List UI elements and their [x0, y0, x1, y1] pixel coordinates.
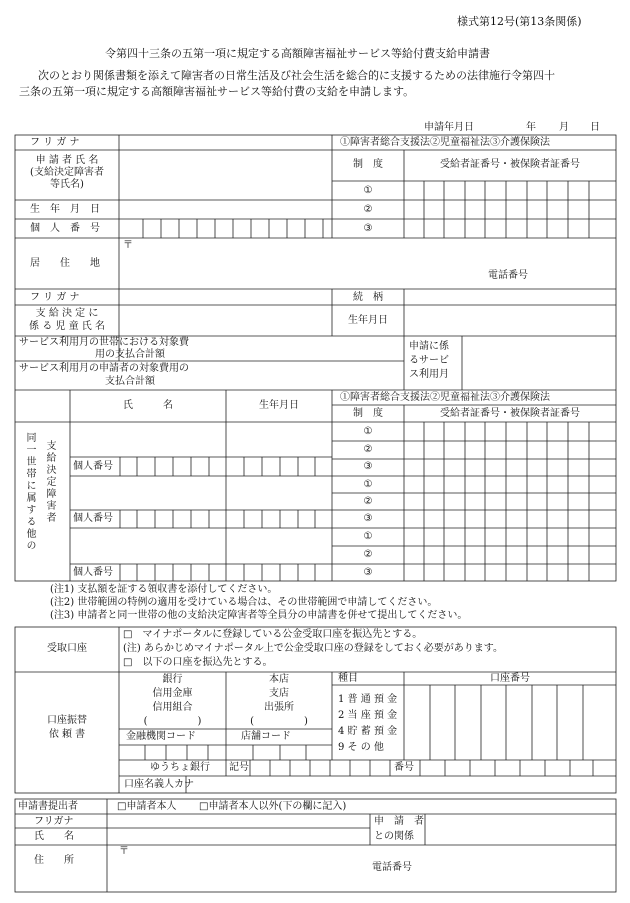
form-title: 令第四十三条の五第一項に規定する高額障害福祉サービス等給付費支給申請書 [105, 47, 490, 60]
applicant-birth-label: 生 年 月 日 [30, 204, 100, 215]
transfer-label-2: 依 頼 書 [48, 729, 86, 740]
household-total-label-2: 用の支払合計額 [95, 349, 165, 360]
intro-line-1: 次のとおり関係書類を添えて障害者の日常生活及び社会生活を総合的に支援するための法律施行令第四十 [38, 69, 555, 82]
submitter-option-other[interactable]: □申請者本人以外(下の欄に記入) [199, 801, 347, 812]
bank-type-shinkin[interactable]: 信用金庫 [152, 688, 193, 699]
yucho-kigo-label: 記号 [229, 762, 249, 773]
household-name-col: 氏 名 [123, 400, 173, 411]
applicant-total-label-2: 支払合計額 [105, 376, 155, 387]
date-month[interactable]: 月 [559, 122, 569, 133]
household-2-mark-1[interactable]: ① [363, 479, 373, 490]
branch-type-other[interactable]: ( ) [250, 716, 308, 727]
child-relation-label: 続 柄 [353, 292, 383, 303]
note-1: (注1) 支払額を証する領収書を添付してください。 [50, 584, 278, 595]
note-2: (注2) 世帯範囲の特例の適用を受けている場合は、その世帯範囲で申請してください。 [50, 597, 438, 608]
account-holder-label: 口座名義人カナ [124, 779, 194, 790]
household-laws: ①障害者総合支援法②児童福祉法③介護保険法 [340, 392, 550, 403]
receive-option-mynaportal[interactable]: □ マイナポータルに登録している公金受取口座を振込先とする。 [123, 629, 423, 640]
household-3-mark-3[interactable]: ③ [363, 567, 373, 578]
submitter-phone-label: 電話番号 [372, 862, 412, 873]
bank-type-other[interactable]: ( ) [143, 716, 202, 727]
household-3-personal-no: 個人番号 [73, 567, 113, 578]
form-number: 様式第12号(第13条関係) [457, 15, 582, 28]
account-number-label: 口座番号 [490, 673, 530, 684]
household-2-mark-2[interactable]: ② [363, 496, 373, 507]
service-month-label-2: るサービ [409, 355, 449, 366]
applicant-laws: ①障害者総合支援法②児童福祉法③介護保険法 [340, 137, 550, 148]
receive-account-label: 受取口座 [47, 643, 87, 654]
applicant-address-label: 居 住 地 [30, 258, 100, 269]
household-1-mark-2[interactable]: ② [363, 444, 373, 455]
child-name-label-2: 係 る 児 童 氏 名 [29, 321, 105, 332]
branch-type-office[interactable]: 出張所 [264, 702, 294, 713]
kind-other[interactable]: 9 そ の 他 [338, 742, 384, 753]
applicant-phone-label: 電話番号 [488, 270, 528, 281]
household-system-label: 制 度 [353, 408, 383, 419]
submitter-furigana-label: フリガナ [34, 816, 74, 827]
submitter-label: 申請書提出者 [18, 801, 78, 812]
yucho-bango-label: 番号 [394, 762, 414, 773]
household-side-label-outer: 同一世帯に属する他の [24, 432, 35, 552]
submitter-relation-label-2: との関係 [374, 831, 414, 842]
kind-savings[interactable]: 4 貯 蓄 預 金 [338, 726, 398, 737]
receive-option-note: (注) あらかじめマイナポータル上で公金受取口座の登録をしておく必要があります。 [123, 643, 503, 654]
applicant-personal-no-label: 個 人 番 号 [30, 223, 100, 234]
branch-type-branch[interactable]: 支店 [269, 688, 289, 699]
submitter-name-label: 氏 名 [34, 831, 74, 842]
household-cert-label: 受給者証番号・被保険者証番号 [440, 408, 580, 419]
child-birth-label: 生年月日 [348, 315, 388, 326]
bank-code-label: 金融機関コード [126, 731, 196, 742]
household-3-mark-2[interactable]: ② [363, 549, 373, 560]
applicant-mark-3[interactable]: ③ [363, 223, 373, 234]
child-furigana-label: フ リ ガ ナ [30, 292, 80, 303]
submitter-option-self[interactable]: □申請者本人 [117, 801, 177, 812]
household-birth-col: 生年月日 [259, 400, 299, 411]
household-total-label-1: サービス利用月の世帯における対象費 [19, 337, 189, 348]
applicant-system-label: 制 度 [353, 159, 383, 170]
kind-current[interactable]: 2 当 座 預 金 [338, 710, 398, 721]
bank-type-bank[interactable]: 銀行 [162, 674, 183, 685]
bank-type-shinkumi[interactable]: 信用組合 [152, 702, 193, 713]
date-year[interactable]: 年 [526, 122, 536, 133]
kind-ordinary[interactable]: 1 普 通 預 金 [338, 694, 398, 705]
applicant-mark-2[interactable]: ② [363, 204, 373, 215]
household-1-mark-1[interactable]: ① [363, 426, 373, 437]
household-1-personal-no: 個人番号 [73, 461, 113, 472]
applicant-furigana-label: フ リ ガ ナ [30, 137, 80, 148]
submitter-address-label: 住 所 [34, 855, 74, 866]
date-label: 申請年月日 [424, 122, 474, 133]
transfer-label-1: 口座振替 [47, 715, 87, 726]
applicant-mark-1[interactable]: ① [363, 185, 373, 196]
branch-code-label: 店舗コード [241, 731, 291, 742]
child-name-label-1: 支 給 決 定 に [35, 308, 99, 319]
branch-type-main[interactable]: 本店 [269, 674, 289, 685]
applicant-name-label-3: 等氏名) [50, 179, 84, 190]
service-month-label-1: 申請に係 [409, 341, 449, 352]
yucho-label: ゆうちょ銀行 [150, 762, 210, 773]
intro-line-2: 三条の五第一項に規定する高額障害福祉サービス等給付費の支給を申請します。 [19, 85, 415, 98]
applicant-cert-label: 受給者証番号・被保険者証番号 [440, 159, 580, 170]
service-month-label-3: ス利用月 [409, 369, 449, 380]
household-side-label-inner: 支給決定障害者 [44, 440, 55, 524]
submitter-relation-label-1: 申 請 者 [374, 816, 424, 827]
applicant-name-label-2: (支給決定障害者 [30, 167, 104, 178]
kind-label: 種目 [338, 673, 358, 684]
applicant-name-label-1: 申 請 者 氏 名 [35, 155, 99, 166]
note-3: (注3) 申請者と同一世帯の他の支給決定障害者等全員分の申請書を併せて提出してください。 [50, 610, 468, 621]
household-2-personal-no: 個人番号 [73, 513, 113, 524]
applicant-total-label-1: サービス利用月の申請者の対象費用の [19, 363, 189, 374]
date-day[interactable]: 日 [590, 122, 600, 133]
applicant-postal-mark: 〒 [123, 240, 133, 251]
household-1-mark-3[interactable]: ③ [363, 461, 373, 472]
household-3-mark-1[interactable]: ① [363, 531, 373, 542]
receive-option-other[interactable]: □ 以下の口座を振込先とする。 [123, 657, 273, 668]
household-2-mark-3[interactable]: ③ [363, 513, 373, 524]
submitter-postal-mark: 〒 [119, 846, 129, 857]
